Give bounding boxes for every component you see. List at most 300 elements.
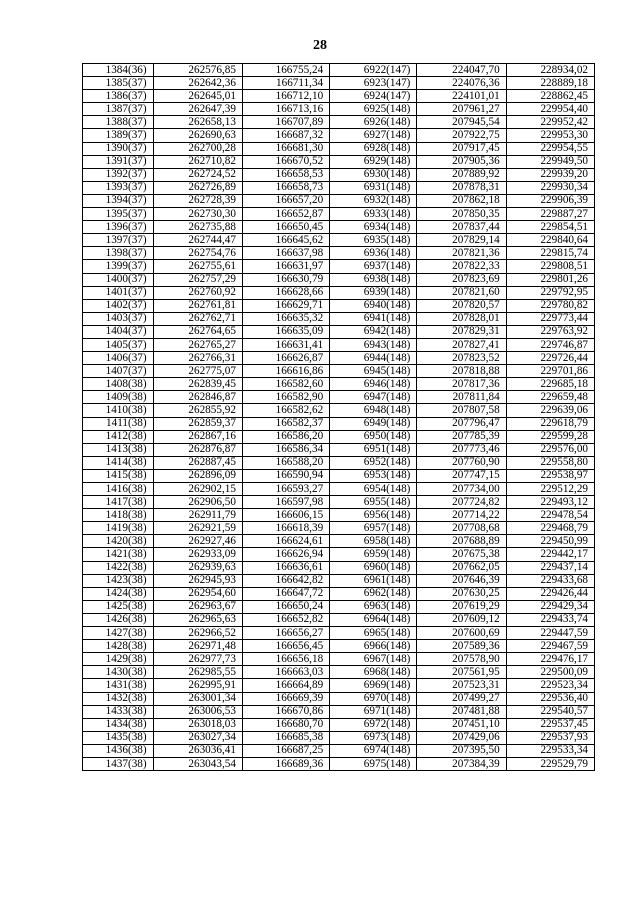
table-row bbox=[83, 378, 595, 391]
table-row bbox=[83, 496, 595, 509]
point-id-left-cell: 1427(38) bbox=[83, 627, 154, 640]
x-coord-right-cell: 207820,57 bbox=[417, 299, 506, 312]
table-row bbox=[83, 705, 595, 718]
y-coord-right-cell: 229533,34 bbox=[506, 744, 594, 757]
x-coord-left-cell: 262887,45 bbox=[153, 456, 242, 469]
x-coord-left-cell: 262876,87 bbox=[153, 443, 242, 456]
point-id-left-cell: 1410(38) bbox=[83, 404, 154, 417]
table-row bbox=[83, 613, 595, 626]
x-coord-right-cell: 207827,41 bbox=[417, 338, 506, 351]
table-row bbox=[83, 260, 595, 273]
point-id-left-cell: 1416(38) bbox=[83, 483, 154, 496]
point-id-left-cell: 1412(38) bbox=[83, 430, 154, 443]
table-row bbox=[83, 168, 595, 181]
x-coord-left-cell: 262710,82 bbox=[153, 155, 242, 168]
y-coord-right-cell: 229954,40 bbox=[506, 103, 594, 116]
point-id-left-cell: 1437(38) bbox=[83, 757, 154, 770]
x-coord-right-cell: 207688,89 bbox=[417, 535, 506, 548]
x-coord-left-cell: 262690,63 bbox=[153, 129, 242, 142]
x-coord-left-cell: 262945,93 bbox=[153, 574, 242, 587]
y-coord-right-cell: 229701,86 bbox=[506, 365, 594, 378]
table-row bbox=[83, 129, 595, 142]
x-coord-right-cell: 207481,88 bbox=[417, 705, 506, 718]
point-id-left-cell: 1403(37) bbox=[83, 312, 154, 325]
y-coord-left-cell: 166650,45 bbox=[242, 221, 329, 234]
point-id-left-cell: 1402(37) bbox=[83, 299, 154, 312]
point-id-left-cell: 1409(38) bbox=[83, 391, 154, 404]
y-coord-left-cell: 166582,62 bbox=[242, 404, 329, 417]
y-coord-left-cell: 166637,98 bbox=[242, 247, 329, 260]
x-coord-right-cell: 207499,27 bbox=[417, 692, 506, 705]
y-coord-right-cell: 229512,29 bbox=[506, 483, 594, 496]
y-coord-right-cell: 229801,26 bbox=[506, 273, 594, 286]
table-row bbox=[83, 535, 595, 548]
table-row bbox=[83, 692, 595, 705]
point-id-right-cell: 6942(148) bbox=[330, 325, 417, 338]
x-coord-left-cell: 262954,60 bbox=[153, 587, 242, 600]
point-id-right-cell: 6944(148) bbox=[330, 352, 417, 365]
point-id-right-cell: 6933(148) bbox=[330, 208, 417, 221]
point-id-left-cell: 1400(37) bbox=[83, 273, 154, 286]
table-row bbox=[83, 718, 595, 731]
y-coord-left-cell: 166656,45 bbox=[242, 640, 329, 653]
point-id-left-cell: 1392(37) bbox=[83, 168, 154, 181]
point-id-right-cell: 6968(148) bbox=[330, 666, 417, 679]
y-coord-right-cell: 229576,00 bbox=[506, 443, 594, 456]
y-coord-left-cell: 166606,15 bbox=[242, 509, 329, 522]
point-id-right-cell: 6927(148) bbox=[330, 129, 417, 142]
y-coord-right-cell: 229538,97 bbox=[506, 469, 594, 482]
x-coord-right-cell: 207829,31 bbox=[417, 325, 506, 338]
x-coord-left-cell: 262963,67 bbox=[153, 600, 242, 613]
point-id-left-cell: 1420(38) bbox=[83, 535, 154, 548]
y-coord-left-cell: 166635,32 bbox=[242, 312, 329, 325]
point-id-right-cell: 6955(148) bbox=[330, 496, 417, 509]
point-id-right-cell: 6975(148) bbox=[330, 757, 417, 770]
y-coord-left-cell: 166652,82 bbox=[242, 613, 329, 626]
x-coord-left-cell: 262647,39 bbox=[153, 103, 242, 116]
x-coord-left-cell: 262645,01 bbox=[153, 90, 242, 103]
point-id-left-cell: 1429(38) bbox=[83, 653, 154, 666]
x-coord-right-cell: 207773,46 bbox=[417, 443, 506, 456]
point-id-left-cell: 1390(37) bbox=[83, 142, 154, 155]
table-row bbox=[83, 77, 595, 90]
x-coord-right-cell: 207523,31 bbox=[417, 679, 506, 692]
point-id-left-cell: 1397(37) bbox=[83, 234, 154, 247]
y-coord-left-cell: 166685,38 bbox=[242, 731, 329, 744]
x-coord-left-cell: 262896,09 bbox=[153, 469, 242, 482]
point-id-right-cell: 6966(148) bbox=[330, 640, 417, 653]
table-row bbox=[83, 221, 595, 234]
point-id-left-cell: 1385(37) bbox=[83, 77, 154, 90]
point-id-right-cell: 6922(147) bbox=[330, 64, 417, 77]
y-coord-right-cell: 229540,57 bbox=[506, 705, 594, 718]
point-id-right-cell: 6938(148) bbox=[330, 273, 417, 286]
y-coord-right-cell: 229599,28 bbox=[506, 430, 594, 443]
point-id-right-cell: 6951(148) bbox=[330, 443, 417, 456]
y-coord-right-cell: 228934,02 bbox=[506, 64, 594, 77]
x-coord-left-cell: 263043,54 bbox=[153, 757, 242, 770]
y-coord-right-cell: 229930,34 bbox=[506, 181, 594, 194]
x-coord-left-cell: 262985,55 bbox=[153, 666, 242, 679]
x-coord-right-cell: 207578,90 bbox=[417, 653, 506, 666]
y-coord-left-cell: 166616,86 bbox=[242, 365, 329, 378]
point-id-left-cell: 1433(38) bbox=[83, 705, 154, 718]
point-id-left-cell: 1435(38) bbox=[83, 731, 154, 744]
point-id-right-cell: 6961(148) bbox=[330, 574, 417, 587]
table-row bbox=[83, 430, 595, 443]
y-coord-left-cell: 166712,10 bbox=[242, 90, 329, 103]
y-coord-right-cell: 229746,87 bbox=[506, 338, 594, 351]
y-coord-left-cell: 166658,73 bbox=[242, 181, 329, 194]
point-id-left-cell: 1405(37) bbox=[83, 338, 154, 351]
x-coord-left-cell: 262995,91 bbox=[153, 679, 242, 692]
x-coord-right-cell: 207760,90 bbox=[417, 456, 506, 469]
x-coord-left-cell: 262965,63 bbox=[153, 613, 242, 626]
y-coord-right-cell: 229792,95 bbox=[506, 286, 594, 299]
point-id-left-cell: 1396(37) bbox=[83, 221, 154, 234]
y-coord-left-cell: 166626,94 bbox=[242, 548, 329, 561]
y-coord-left-cell: 166593,27 bbox=[242, 483, 329, 496]
y-coord-right-cell: 229840,64 bbox=[506, 234, 594, 247]
table-row bbox=[83, 417, 595, 430]
y-coord-right-cell: 228889,18 bbox=[506, 77, 594, 90]
y-coord-left-cell: 166656,18 bbox=[242, 653, 329, 666]
table-row bbox=[83, 600, 595, 613]
x-coord-right-cell: 207714,22 bbox=[417, 509, 506, 522]
x-coord-left-cell: 262855,92 bbox=[153, 404, 242, 417]
point-id-left-cell: 1430(38) bbox=[83, 666, 154, 679]
table-row bbox=[83, 404, 595, 417]
y-coord-right-cell: 229442,17 bbox=[506, 548, 594, 561]
x-coord-right-cell: 224076,36 bbox=[417, 77, 506, 90]
x-coord-left-cell: 262744,47 bbox=[153, 234, 242, 247]
table-row bbox=[83, 627, 595, 640]
table-row bbox=[83, 194, 595, 207]
table-row bbox=[83, 234, 595, 247]
x-coord-left-cell: 262700,28 bbox=[153, 142, 242, 155]
table-row bbox=[83, 64, 595, 77]
x-coord-right-cell: 207429,06 bbox=[417, 731, 506, 744]
table-row bbox=[83, 653, 595, 666]
point-id-right-cell: 6973(148) bbox=[330, 731, 417, 744]
x-coord-right-cell: 207823,52 bbox=[417, 352, 506, 365]
coordinates-table bbox=[82, 63, 595, 771]
point-id-right-cell: 6935(148) bbox=[330, 234, 417, 247]
x-coord-left-cell: 262765,27 bbox=[153, 338, 242, 351]
point-id-right-cell: 6926(148) bbox=[330, 116, 417, 129]
x-coord-left-cell: 262867,16 bbox=[153, 430, 242, 443]
y-coord-right-cell: 229433,74 bbox=[506, 613, 594, 626]
y-coord-left-cell: 166669,39 bbox=[242, 692, 329, 705]
y-coord-left-cell: 166680,70 bbox=[242, 718, 329, 731]
point-id-right-cell: 6950(148) bbox=[330, 430, 417, 443]
table-row bbox=[83, 299, 595, 312]
y-coord-right-cell: 229467,59 bbox=[506, 640, 594, 653]
point-id-left-cell: 1419(38) bbox=[83, 522, 154, 535]
x-coord-right-cell: 207823,69 bbox=[417, 273, 506, 286]
y-coord-left-cell: 166681,30 bbox=[242, 142, 329, 155]
y-coord-right-cell: 229815,74 bbox=[506, 247, 594, 260]
y-coord-left-cell: 166582,60 bbox=[242, 378, 329, 391]
y-coord-left-cell: 166631,41 bbox=[242, 338, 329, 351]
point-id-left-cell: 1434(38) bbox=[83, 718, 154, 731]
point-id-left-cell: 1425(38) bbox=[83, 600, 154, 613]
x-coord-left-cell: 262762,71 bbox=[153, 312, 242, 325]
point-id-right-cell: 6925(148) bbox=[330, 103, 417, 116]
y-coord-right-cell: 229780,82 bbox=[506, 299, 594, 312]
point-id-left-cell: 1418(38) bbox=[83, 509, 154, 522]
point-id-left-cell: 1404(37) bbox=[83, 325, 154, 338]
point-id-right-cell: 6956(148) bbox=[330, 509, 417, 522]
point-id-left-cell: 1422(38) bbox=[83, 561, 154, 574]
point-id-right-cell: 6970(148) bbox=[330, 692, 417, 705]
table-row bbox=[83, 391, 595, 404]
point-id-left-cell: 1426(38) bbox=[83, 613, 154, 626]
y-coord-left-cell: 166657,20 bbox=[242, 194, 329, 207]
table-row bbox=[83, 561, 595, 574]
y-coord-right-cell: 229952,42 bbox=[506, 116, 594, 129]
table-row bbox=[83, 640, 595, 653]
table-row bbox=[83, 744, 595, 757]
point-id-right-cell: 6947(148) bbox=[330, 391, 417, 404]
x-coord-right-cell: 207561,95 bbox=[417, 666, 506, 679]
y-coord-left-cell: 166670,86 bbox=[242, 705, 329, 718]
y-coord-right-cell: 229773,44 bbox=[506, 312, 594, 325]
point-id-left-cell: 1415(38) bbox=[83, 469, 154, 482]
y-coord-right-cell: 229949,50 bbox=[506, 155, 594, 168]
x-coord-right-cell: 207822,33 bbox=[417, 260, 506, 273]
x-coord-left-cell: 262754,76 bbox=[153, 247, 242, 260]
point-id-left-cell: 1387(37) bbox=[83, 103, 154, 116]
y-coord-right-cell: 229476,17 bbox=[506, 653, 594, 666]
point-id-left-cell: 1394(37) bbox=[83, 194, 154, 207]
x-coord-left-cell: 262859,37 bbox=[153, 417, 242, 430]
y-coord-left-cell: 166658,53 bbox=[242, 168, 329, 181]
x-coord-left-cell: 262576,85 bbox=[153, 64, 242, 77]
y-coord-left-cell: 166624,61 bbox=[242, 535, 329, 548]
x-coord-left-cell: 262728,39 bbox=[153, 194, 242, 207]
table-row bbox=[83, 443, 595, 456]
table-row bbox=[83, 666, 595, 679]
x-coord-left-cell: 262755,61 bbox=[153, 260, 242, 273]
y-coord-right-cell: 229808,51 bbox=[506, 260, 594, 273]
table-row bbox=[83, 155, 595, 168]
table-row bbox=[83, 679, 595, 692]
x-coord-right-cell: 207662,05 bbox=[417, 561, 506, 574]
point-id-left-cell: 1386(37) bbox=[83, 90, 154, 103]
point-id-right-cell: 6948(148) bbox=[330, 404, 417, 417]
point-id-right-cell: 6946(148) bbox=[330, 378, 417, 391]
point-id-right-cell: 6939(148) bbox=[330, 286, 417, 299]
x-coord-left-cell: 262730,30 bbox=[153, 208, 242, 221]
x-coord-left-cell: 263036,41 bbox=[153, 744, 242, 757]
point-id-left-cell: 1408(38) bbox=[83, 378, 154, 391]
point-id-right-cell: 6958(148) bbox=[330, 535, 417, 548]
y-coord-right-cell: 229953,30 bbox=[506, 129, 594, 142]
point-id-right-cell: 6972(148) bbox=[330, 718, 417, 731]
y-coord-right-cell: 228862,45 bbox=[506, 90, 594, 103]
point-id-right-cell: 6965(148) bbox=[330, 627, 417, 640]
x-coord-left-cell: 262766,31 bbox=[153, 352, 242, 365]
table-row bbox=[83, 325, 595, 338]
coordinates-table-body bbox=[83, 64, 595, 771]
x-coord-right-cell: 207589,36 bbox=[417, 640, 506, 653]
x-coord-right-cell: 207961,27 bbox=[417, 103, 506, 116]
point-id-right-cell: 6949(148) bbox=[330, 417, 417, 430]
point-id-left-cell: 1401(37) bbox=[83, 286, 154, 299]
x-coord-right-cell: 207747,15 bbox=[417, 469, 506, 482]
point-id-left-cell: 1388(37) bbox=[83, 116, 154, 129]
x-coord-right-cell: 207708,68 bbox=[417, 522, 506, 535]
table-row bbox=[83, 338, 595, 351]
y-coord-left-cell: 166664,89 bbox=[242, 679, 329, 692]
x-coord-left-cell: 262906,50 bbox=[153, 496, 242, 509]
y-coord-left-cell: 166618,39 bbox=[242, 522, 329, 535]
y-coord-right-cell: 229500,09 bbox=[506, 666, 594, 679]
y-coord-right-cell: 229618,79 bbox=[506, 417, 594, 430]
y-coord-left-cell: 166713,16 bbox=[242, 103, 329, 116]
x-coord-right-cell: 207807,58 bbox=[417, 404, 506, 417]
x-coord-left-cell: 262760,92 bbox=[153, 286, 242, 299]
y-coord-left-cell: 166635,09 bbox=[242, 325, 329, 338]
x-coord-left-cell: 262735,88 bbox=[153, 221, 242, 234]
y-coord-left-cell: 166586,34 bbox=[242, 443, 329, 456]
x-coord-right-cell: 207829,14 bbox=[417, 234, 506, 247]
x-coord-left-cell: 262939,63 bbox=[153, 561, 242, 574]
y-coord-right-cell: 229537,45 bbox=[506, 718, 594, 731]
y-coord-left-cell: 166689,36 bbox=[242, 757, 329, 770]
x-coord-right-cell: 207785,39 bbox=[417, 430, 506, 443]
point-id-right-cell: 6967(148) bbox=[330, 653, 417, 666]
point-id-left-cell: 1417(38) bbox=[83, 496, 154, 509]
x-coord-left-cell: 262911,79 bbox=[153, 509, 242, 522]
x-coord-right-cell: 207451,10 bbox=[417, 718, 506, 731]
x-coord-right-cell: 207675,38 bbox=[417, 548, 506, 561]
point-id-left-cell: 1384(36) bbox=[83, 64, 154, 77]
table-row bbox=[83, 286, 595, 299]
table-row bbox=[83, 142, 595, 155]
y-coord-right-cell: 229437,14 bbox=[506, 561, 594, 574]
y-coord-left-cell: 166755,24 bbox=[242, 64, 329, 77]
y-coord-right-cell: 229447,59 bbox=[506, 627, 594, 640]
x-coord-left-cell: 262761,81 bbox=[153, 299, 242, 312]
y-coord-right-cell: 229939,20 bbox=[506, 168, 594, 181]
y-coord-left-cell: 166656,27 bbox=[242, 627, 329, 640]
y-coord-right-cell: 229536,40 bbox=[506, 692, 594, 705]
table-row bbox=[83, 103, 595, 116]
point-id-right-cell: 6952(148) bbox=[330, 456, 417, 469]
point-id-right-cell: 6957(148) bbox=[330, 522, 417, 535]
y-coord-left-cell: 166597,98 bbox=[242, 496, 329, 509]
x-coord-right-cell: 207646,39 bbox=[417, 574, 506, 587]
point-id-left-cell: 1413(38) bbox=[83, 443, 154, 456]
table-row bbox=[83, 469, 595, 482]
x-coord-right-cell: 207828,01 bbox=[417, 312, 506, 325]
x-coord-left-cell: 262764,65 bbox=[153, 325, 242, 338]
point-id-left-cell: 1389(37) bbox=[83, 129, 154, 142]
point-id-left-cell: 1414(38) bbox=[83, 456, 154, 469]
x-coord-right-cell: 207878,31 bbox=[417, 181, 506, 194]
x-coord-left-cell: 263018,03 bbox=[153, 718, 242, 731]
y-coord-right-cell: 229426,44 bbox=[506, 587, 594, 600]
table-row bbox=[83, 522, 595, 535]
table-row bbox=[83, 116, 595, 129]
point-id-left-cell: 1407(37) bbox=[83, 365, 154, 378]
y-coord-right-cell: 229954,55 bbox=[506, 142, 594, 155]
table-row bbox=[83, 90, 595, 103]
point-id-right-cell: 6930(148) bbox=[330, 168, 417, 181]
table-row bbox=[83, 312, 595, 325]
x-coord-right-cell: 207734,00 bbox=[417, 483, 506, 496]
y-coord-left-cell: 166626,87 bbox=[242, 352, 329, 365]
x-coord-left-cell: 262658,13 bbox=[153, 116, 242, 129]
x-coord-left-cell: 262839,45 bbox=[153, 378, 242, 391]
table-row bbox=[83, 352, 595, 365]
x-coord-right-cell: 224101,01 bbox=[417, 90, 506, 103]
x-coord-left-cell: 262902,15 bbox=[153, 483, 242, 496]
table-row bbox=[83, 548, 595, 561]
y-coord-left-cell: 166687,25 bbox=[242, 744, 329, 757]
y-coord-left-cell: 166630,79 bbox=[242, 273, 329, 286]
x-coord-left-cell: 262726,89 bbox=[153, 181, 242, 194]
x-coord-right-cell: 207384,39 bbox=[417, 757, 506, 770]
x-coord-left-cell: 262757,29 bbox=[153, 273, 242, 286]
x-coord-right-cell: 207837,44 bbox=[417, 221, 506, 234]
y-coord-left-cell: 166650,24 bbox=[242, 600, 329, 613]
y-coord-right-cell: 229639,06 bbox=[506, 404, 594, 417]
y-coord-left-cell: 166645,62 bbox=[242, 234, 329, 247]
x-coord-right-cell: 207724,82 bbox=[417, 496, 506, 509]
y-coord-right-cell: 229468,79 bbox=[506, 522, 594, 535]
x-coord-right-cell: 207609,12 bbox=[417, 613, 506, 626]
y-coord-right-cell: 229854,51 bbox=[506, 221, 594, 234]
point-id-left-cell: 1432(38) bbox=[83, 692, 154, 705]
y-coord-left-cell: 166687,32 bbox=[242, 129, 329, 142]
y-coord-left-cell: 166636,61 bbox=[242, 561, 329, 574]
y-coord-right-cell: 229478,54 bbox=[506, 509, 594, 522]
y-coord-left-cell: 166588,20 bbox=[242, 456, 329, 469]
table-row bbox=[83, 247, 595, 260]
table-row bbox=[83, 509, 595, 522]
point-id-left-cell: 1423(38) bbox=[83, 574, 154, 587]
point-id-right-cell: 6932(148) bbox=[330, 194, 417, 207]
point-id-right-cell: 6934(148) bbox=[330, 221, 417, 234]
x-coord-left-cell: 262927,46 bbox=[153, 535, 242, 548]
x-coord-right-cell: 207821,36 bbox=[417, 247, 506, 260]
x-coord-right-cell: 224047,70 bbox=[417, 64, 506, 77]
point-id-left-cell: 1428(38) bbox=[83, 640, 154, 653]
point-id-left-cell: 1411(38) bbox=[83, 417, 154, 430]
table-row bbox=[83, 483, 595, 496]
point-id-right-cell: 6945(148) bbox=[330, 365, 417, 378]
x-coord-left-cell: 262846,87 bbox=[153, 391, 242, 404]
y-coord-left-cell: 166647,72 bbox=[242, 587, 329, 600]
y-coord-right-cell: 229887,27 bbox=[506, 208, 594, 221]
y-coord-left-cell: 166642,82 bbox=[242, 574, 329, 587]
point-id-right-cell: 6960(148) bbox=[330, 561, 417, 574]
point-id-right-cell: 6959(148) bbox=[330, 548, 417, 561]
point-id-left-cell: 1399(37) bbox=[83, 260, 154, 273]
point-id-right-cell: 6929(148) bbox=[330, 155, 417, 168]
point-id-right-cell: 6928(148) bbox=[330, 142, 417, 155]
x-coord-right-cell: 207945,54 bbox=[417, 116, 506, 129]
y-coord-left-cell: 166582,90 bbox=[242, 391, 329, 404]
point-id-left-cell: 1436(38) bbox=[83, 744, 154, 757]
y-coord-left-cell: 166652,87 bbox=[242, 208, 329, 221]
x-coord-right-cell: 207862,18 bbox=[417, 194, 506, 207]
x-coord-right-cell: 207817,36 bbox=[417, 378, 506, 391]
